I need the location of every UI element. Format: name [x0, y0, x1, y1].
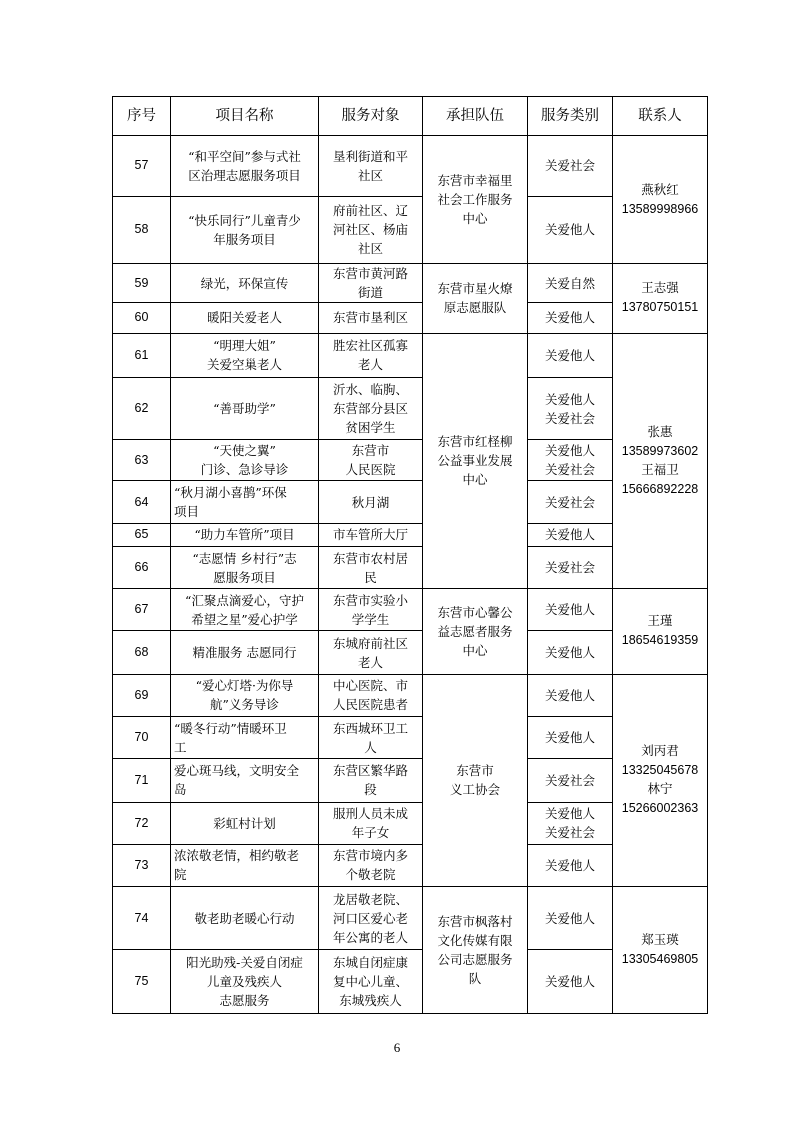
- project-name: [171, 440, 319, 481]
- team-name-line: 中心: [462, 211, 488, 227]
- service-target: [319, 844, 423, 886]
- contact-person-line: 13589973602: [621, 443, 699, 458]
- team-name-line: 中心: [462, 472, 488, 488]
- service-category-line: 关爱他人: [544, 730, 595, 746]
- service-category-line: 关爱他人: [544, 857, 595, 873]
- team-name-line: 义工协会: [449, 782, 500, 798]
- service-target-line: 人民医院: [345, 462, 396, 478]
- service-category: [528, 196, 613, 263]
- project-name: [171, 523, 319, 546]
- team-name: [423, 589, 528, 675]
- contact-person-line: 王福卫: [641, 462, 679, 477]
- project-name-line: 精准服务 志愿同行: [192, 645, 297, 661]
- service-target-line: 东营市垦利区: [332, 310, 408, 326]
- service-category-line: 关爱他人: [544, 443, 595, 459]
- service-target-line: 贫困学生: [345, 420, 396, 435]
- row-number: 57: [113, 136, 171, 196]
- project-name: [171, 887, 319, 950]
- service-target-line: 老人: [357, 654, 383, 670]
- service-target: [319, 136, 423, 196]
- service-category-line: 关爱社会: [544, 494, 595, 510]
- project-name-line: 关爱空巢老人: [206, 357, 282, 373]
- service-target-line: 东营市农村居: [332, 550, 408, 566]
- table-header-row: [113, 97, 708, 136]
- row-number: 62: [113, 377, 171, 439]
- service-category-line: 关爱社会: [544, 462, 595, 478]
- service-target-line: 河社区、杨庙: [332, 222, 408, 238]
- contact-person-line: 燕秋红: [641, 182, 679, 197]
- project-name-line: 浓浓敬老情，相约敬老: [174, 848, 300, 864]
- service-target: [319, 631, 423, 674]
- service-target: [319, 303, 423, 333]
- service-category: [528, 264, 613, 303]
- service-category: [528, 950, 613, 1014]
- service-target: [319, 802, 423, 844]
- service-target-line: 社区: [357, 167, 383, 183]
- project-name-line: “志愿情 乡村行”志: [192, 550, 297, 566]
- service-target: [319, 674, 423, 716]
- service-category: [528, 589, 613, 631]
- service-target-line: 龙居敬老院、: [332, 891, 408, 907]
- team-name-line: 东营市心馨公: [437, 604, 513, 620]
- volunteer-project-table: [112, 96, 708, 1014]
- service-category-line: 关爱他人: [544, 806, 595, 822]
- project-name: [171, 196, 319, 263]
- service-target: [319, 759, 423, 802]
- service-category: [528, 136, 613, 196]
- service-target: [319, 264, 423, 303]
- project-name: [171, 546, 319, 588]
- contact-person-line: 张惠: [647, 424, 673, 439]
- project-name-line: 工: [174, 739, 187, 755]
- contact-person: [613, 589, 708, 675]
- table-row: [113, 333, 708, 377]
- team-name: [423, 264, 528, 333]
- contact-person: [613, 136, 708, 264]
- project-name-line: “和平空间”参与式社: [188, 148, 301, 164]
- row-number: 66: [113, 546, 171, 588]
- row-number: 58: [113, 196, 171, 263]
- project-name: [171, 844, 319, 886]
- project-name-line: 彩虹村计划: [213, 815, 276, 831]
- team-name: [423, 333, 528, 589]
- service-target-line: 东营区繁华路: [332, 763, 408, 779]
- row-number: 70: [113, 716, 171, 758]
- project-name-line: 志愿服务: [219, 993, 270, 1009]
- team-name-line: 东营市幸福里: [437, 173, 513, 189]
- service-target: [319, 950, 423, 1014]
- service-category-line: 关爱社会: [544, 410, 595, 426]
- team-name-line: 益志愿者服务: [437, 623, 513, 639]
- row-number: 63: [113, 440, 171, 481]
- row-number: 61: [113, 333, 171, 377]
- service-target-line: 垦利街道和平: [332, 148, 408, 164]
- project-name-line: “明理大姐”: [213, 338, 276, 354]
- project-name-line: 暖阳关爱老人: [206, 310, 282, 326]
- service-target-line: 胜宏社区孤寡: [332, 338, 408, 354]
- service-target-line: 市车管所大厅: [332, 527, 408, 543]
- row-number: 73: [113, 844, 171, 886]
- service-category: [528, 887, 613, 950]
- service-category: [528, 546, 613, 588]
- service-target-line: 复中心儿童、: [332, 974, 408, 990]
- project-name: [171, 674, 319, 716]
- contact-person-line: 15266002363: [621, 801, 699, 816]
- service-target-line: 学学生: [351, 611, 390, 627]
- service-target-line: 东营市黄河路: [332, 266, 408, 282]
- column-header: 序号: [113, 97, 171, 136]
- project-name-line: “秋月湖小喜鹊”环保: [174, 485, 287, 501]
- service-category: [528, 844, 613, 886]
- project-name-line: “助力车管所”项目: [194, 527, 295, 543]
- contact-person-line: 13305469805: [621, 952, 699, 967]
- service-target-line: 服刑人员未成: [332, 806, 408, 822]
- team-name-line: 社会工作服务: [437, 192, 513, 208]
- project-name: [171, 303, 319, 333]
- service-category-line: 关爱社会: [544, 772, 595, 788]
- team-name-line: 东营市枫落村: [437, 914, 513, 930]
- service-category: [528, 716, 613, 758]
- project-name-line: “天使之翼”: [213, 443, 276, 459]
- team-name: [423, 674, 528, 886]
- project-name-line: 年服务项目: [213, 231, 276, 247]
- project-name: [171, 264, 319, 303]
- project-name: [171, 950, 319, 1014]
- project-name-line: 阳光助残-关爱自闭症: [186, 955, 303, 971]
- project-name-line: “汇聚点滴爱心，守护: [185, 592, 304, 608]
- service-target: [319, 716, 423, 758]
- project-name-line: 希望之星”爱心护学: [191, 611, 298, 627]
- contact-person-line: 林宁: [647, 782, 673, 797]
- contact-person-line: 王瑾: [647, 614, 673, 629]
- column-header: 服务对象: [319, 97, 423, 136]
- service-target: [319, 196, 423, 263]
- service-target-line: 年公寓的老人: [332, 929, 408, 945]
- contact-person-line: 13589998966: [621, 201, 699, 216]
- project-name-line: 爱心斑马线，文明安全: [174, 763, 300, 779]
- service-target-line: 民: [364, 569, 377, 585]
- row-number: 72: [113, 802, 171, 844]
- service-target-line: 秋月湖: [351, 494, 390, 510]
- project-name-line: 区治理志愿服务项目: [188, 167, 301, 183]
- service-target-line: 府前社区、辽: [332, 203, 408, 219]
- row-number: 59: [113, 264, 171, 303]
- service-target-line: 中心医院、市: [332, 678, 408, 694]
- project-name: [171, 716, 319, 758]
- service-category: [528, 333, 613, 377]
- project-name-line: “善哥助学”: [213, 401, 276, 416]
- service-category: [528, 481, 613, 523]
- service-category: [528, 674, 613, 716]
- service-category-line: 关爱他人: [544, 310, 595, 326]
- service-category-line: 关爱他人: [544, 347, 595, 363]
- row-number: 60: [113, 303, 171, 333]
- project-name-line: “暖冬行动”情暖环卫: [174, 720, 287, 736]
- service-target-line: 东营市: [351, 443, 390, 459]
- service-target-line: 街道: [357, 285, 383, 301]
- team-name-line: 原志愿服队: [443, 300, 507, 316]
- project-name-line: “爱心灯塔·为你导: [195, 678, 294, 694]
- project-name-line: 岛: [174, 782, 187, 798]
- team-name-line: 东营市: [456, 763, 494, 779]
- service-category: [528, 631, 613, 674]
- project-name: [171, 377, 319, 439]
- service-category-line: 关爱社会: [544, 825, 595, 841]
- service-category-line: 关爱他人: [544, 222, 595, 238]
- project-name: [171, 759, 319, 802]
- service-target-line: 东西城环卫工: [332, 720, 408, 736]
- team-name-line: 公益事业发展: [437, 453, 513, 469]
- contact-person-line: 18654619359: [621, 633, 699, 648]
- service-category-line: 关爱他人: [544, 687, 595, 703]
- table-row: [113, 264, 708, 303]
- service-category-line: 关爱他人: [544, 645, 595, 661]
- project-name: [171, 136, 319, 196]
- service-target-line: 老人: [357, 357, 383, 373]
- project-name: [171, 631, 319, 674]
- team-name-line: 中心: [462, 642, 488, 658]
- row-number: 68: [113, 631, 171, 674]
- service-category: [528, 802, 613, 844]
- contact-person-line: 王志强: [641, 281, 679, 296]
- service-target-line: 人民医院患者: [332, 697, 408, 713]
- column-header: 承担队伍: [423, 97, 528, 136]
- service-category-line: 关爱他人: [544, 527, 595, 543]
- service-target-line: 东营部分县区: [332, 401, 408, 416]
- service-category-line: 关爱社会: [544, 158, 595, 174]
- service-target-line: 沂水、临朐、: [332, 382, 408, 397]
- project-name: [171, 481, 319, 523]
- service-category: [528, 377, 613, 439]
- service-target: [319, 523, 423, 546]
- contact-person: [613, 333, 708, 589]
- project-name-line: 院: [174, 867, 187, 883]
- project-name-line: 敬老助老暖心行动: [194, 910, 295, 926]
- service-target-line: 东营市境内多: [332, 848, 408, 864]
- service-target-line: 年子女: [351, 825, 390, 841]
- team-name-line: 东营市红柽柳: [437, 434, 513, 450]
- project-name: [171, 333, 319, 377]
- service-target-line: 人: [364, 739, 377, 755]
- service-category: [528, 759, 613, 802]
- service-category: [528, 523, 613, 546]
- service-target: [319, 481, 423, 523]
- column-header: 服务类别: [528, 97, 613, 136]
- contact-person-line: 郑玉瑛: [641, 933, 679, 948]
- service-category-line: 关爱他人: [544, 602, 595, 618]
- contact-person-line: 刘丙君: [641, 744, 679, 759]
- project-name-line: 愿服务项目: [213, 569, 276, 585]
- service-category: [528, 303, 613, 333]
- service-target-line: 东城自闭症康: [332, 955, 408, 971]
- service-target: [319, 440, 423, 481]
- service-target-line: 个敬老院: [345, 867, 396, 883]
- team-name: [423, 887, 528, 1014]
- service-category-line: 关爱自然: [544, 275, 595, 291]
- column-header: 项目名称: [171, 97, 319, 136]
- project-name-line: 绿光，环保宣传: [200, 275, 289, 291]
- team-name-line: 东营市星火燎: [437, 281, 513, 297]
- service-target-line: 社区: [357, 241, 383, 257]
- service-target-line: 东城府前社区: [332, 635, 408, 651]
- service-category-line: 关爱他人: [544, 910, 595, 926]
- row-number: 64: [113, 481, 171, 523]
- project-name-line: 项目: [174, 504, 200, 520]
- row-number: 69: [113, 674, 171, 716]
- project-name-line: 门诊、急诊导诊: [200, 462, 289, 478]
- service-target: [319, 333, 423, 377]
- service-category-line: 关爱社会: [544, 560, 595, 575]
- service-target-line: 东城残疾人: [339, 993, 402, 1009]
- row-number: 67: [113, 589, 171, 631]
- contact-person-line: 13780750151: [621, 300, 699, 315]
- service-target-line: 东营市实验小: [332, 592, 408, 608]
- contact-person: [613, 674, 708, 886]
- project-name: [171, 589, 319, 631]
- service-category: [528, 440, 613, 481]
- team-name-line: 文化传媒有限: [437, 933, 513, 949]
- table-row: [113, 136, 708, 196]
- project-name-line: 航”义务导诊: [210, 697, 279, 713]
- table-row: [113, 589, 708, 631]
- service-category-line: 关爱他人: [544, 974, 595, 990]
- contact-person-line: 15666892228: [621, 481, 699, 496]
- table-row: [113, 887, 708, 950]
- service-category-line: 关爱他人: [544, 391, 595, 407]
- service-target: [319, 887, 423, 950]
- project-name-line: 儿童及残疾人: [206, 974, 282, 990]
- team-name: [423, 136, 528, 264]
- team-name-line: 公司志愿服务: [437, 952, 513, 968]
- table-row: [113, 674, 708, 716]
- contact-person-line: 13325045678: [621, 763, 699, 778]
- team-name-line: 队: [468, 971, 482, 987]
- project-name: [171, 802, 319, 844]
- service-target: [319, 589, 423, 631]
- contact-person: [613, 887, 708, 1014]
- row-number: 74: [113, 887, 171, 950]
- column-header: 联系人: [613, 97, 708, 136]
- contact-person: [613, 264, 708, 333]
- project-name-line: “快乐同行”儿童青少: [188, 212, 301, 228]
- service-target-line: 段: [364, 782, 377, 798]
- page-number: 6: [393, 1040, 401, 1055]
- service-target-line: 河口区爱心老: [332, 910, 408, 926]
- row-number: 65: [113, 523, 171, 546]
- service-target: [319, 377, 423, 439]
- row-number: 71: [113, 759, 171, 802]
- row-number: 75: [113, 950, 171, 1014]
- service-target: [319, 546, 423, 588]
